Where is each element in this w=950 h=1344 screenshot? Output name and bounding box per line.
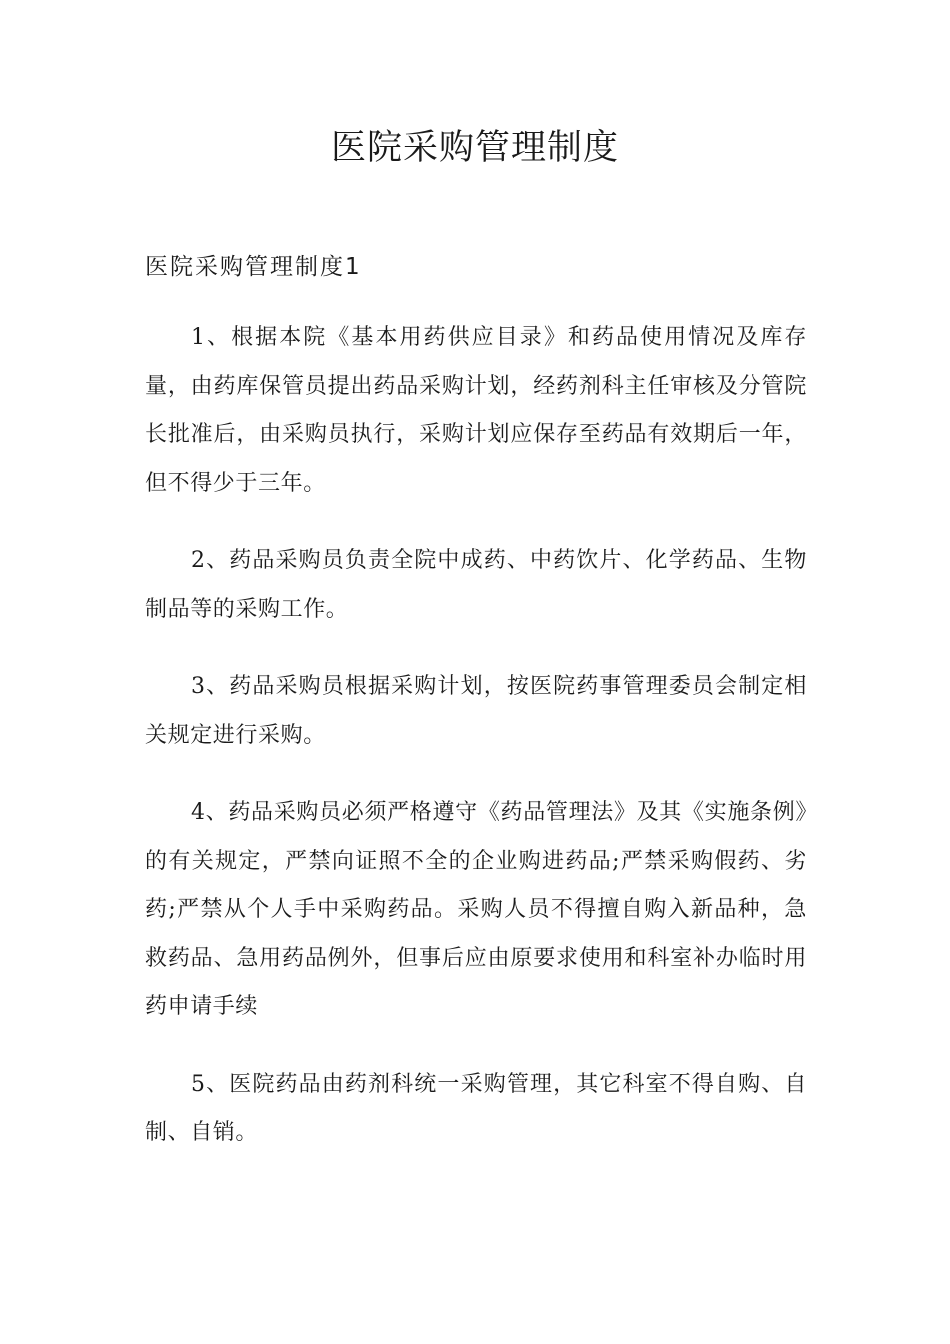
paragraph-2: 2、药品采购员负责全院中成药、中药饮片、化学药品、生物制品等的采购工作。 bbox=[145, 548, 807, 622]
document-title: 医院采购管理制度 bbox=[330, 128, 619, 168]
paragraph-5: 5、医院药品由药剂科统一采购管理，其它科室不得自购、自制、自销。 bbox=[145, 1071, 807, 1145]
section-heading: 医院采购管理制度1 bbox=[145, 254, 362, 280]
document-body bbox=[145, 314, 807, 1187]
paragraph-4: 4、药品采购员必须严格遵守《药品管理法》及其《实施条例》的有关规定，严禁向证照不全的企业购进药品;严禁采购假药、劣药;严禁从个人手中采购药品。采购人员不得擅自购入新品种，急救药品、急用药品例外，但事后应由原要求使用和科室补办临时用药申请手续 bbox=[145, 800, 807, 1019]
paragraph-3: 3、药品采购员根据采购计划，按医院药事管理委员会制定相关规定进行采购。 bbox=[145, 674, 807, 748]
paragraph-1: 1、根据本院《基本用药供应目录》和药品使用情况及库存量，由药库保管员提出药品采购计划，经药剂科主任审核及分管院长批准后，由采购员执行，采购计划应保存至药品有效期后一年，但不得少于三年。 bbox=[145, 325, 807, 496]
